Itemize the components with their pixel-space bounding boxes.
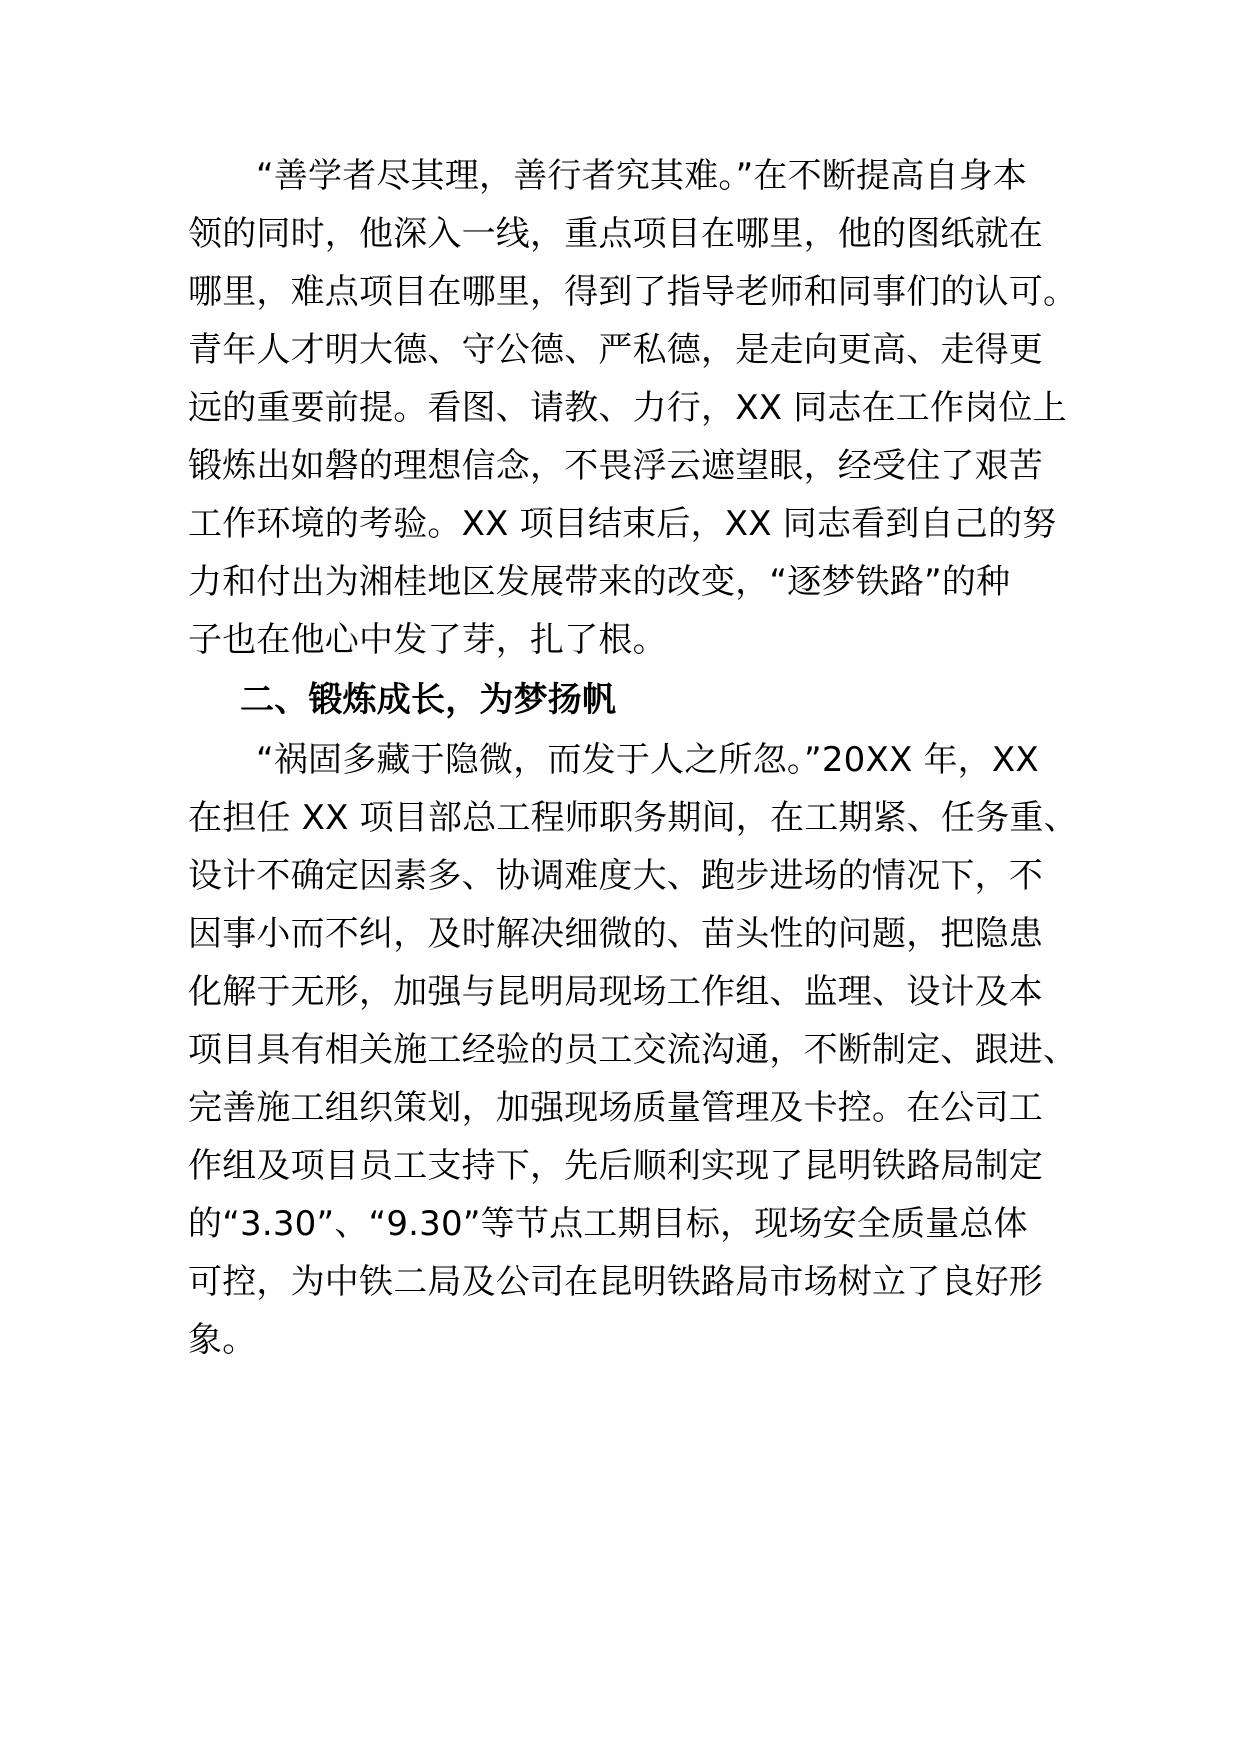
paragraph-2-line-6: 项目具有相关施工经验的员工交流沟通，不断制定、跟进、	[188, 1030, 1078, 1070]
paragraph-1-line-1: “善学者尽其理，善行者究其难。”在不断提高自身本	[256, 156, 1028, 196]
paragraph-1-line-7: 工作环境的考验。XX 项目结束后，XX 同志看到自己的努	[188, 504, 1057, 544]
paragraph-2-line-7: 完善施工组织策划，加强现场质量管理及卡控。在公司工	[188, 1088, 1043, 1128]
paragraph-2-line-9: 的“3.30”、“9.30”等节点工期目标，现场安全质量总体	[188, 1204, 1028, 1244]
paragraph-1-line-4: 青年人才明大德、守公德、严私德，是走向更高、走得更	[188, 330, 1043, 370]
paragraph-2-line-5: 化解于无形，加强与昆明局现场工作组、监理、设计及本	[188, 972, 1043, 1012]
paragraph-2-line-10: 可控，为中铁二局及公司在昆明铁路局市场树立了良好形	[188, 1262, 1043, 1302]
paragraph-2-line-8: 作组及项目员工支持下，先后顺利实现了昆明铁路局制定	[188, 1146, 1043, 1186]
paragraph-2-line-3: 设计不确定因素多、协调难度大、跑步进场的情况下，不	[188, 856, 1043, 896]
paragraph-1-line-8: 力和付出为湘桂地区发展带来的改变，“逐梦铁路”的种	[188, 562, 1011, 602]
paragraph-2-line-11: 象。	[188, 1320, 257, 1360]
paragraph-2-line-1: “祸固多藏于隐微，而发于人之所忽。”20XX 年，XX	[256, 740, 1039, 780]
paragraph-1-line-2: 领的同时，他深入一线，重点项目在哪里，他的图纸就在	[188, 214, 1043, 254]
paragraph-2-line-4: 因事小而不纠，及时解决细微的、苗头性的问题，把隐患	[188, 914, 1043, 954]
paragraph-1-line-3: 哪里，难点项目在哪里，得到了指导老师和同事们的认可。	[188, 272, 1078, 312]
paragraph-1-line-5: 远的重要前提。看图、请教、力行，XX 同志在工作岗位上	[188, 388, 1067, 428]
paragraph-1-line-6: 锻炼出如磐的理想信念，不畏浮云遮望眼，经受住了艰苦	[188, 446, 1043, 486]
section-heading: 二、锻炼成长，为梦扬帆	[240, 680, 617, 720]
paragraph-2-line-2: 在担任 XX 项目部总工程师职务期间，在工期紧、任务重、	[188, 798, 1078, 838]
paragraph-1-line-9: 子也在他心中发了芽，扎了根。	[188, 620, 667, 660]
